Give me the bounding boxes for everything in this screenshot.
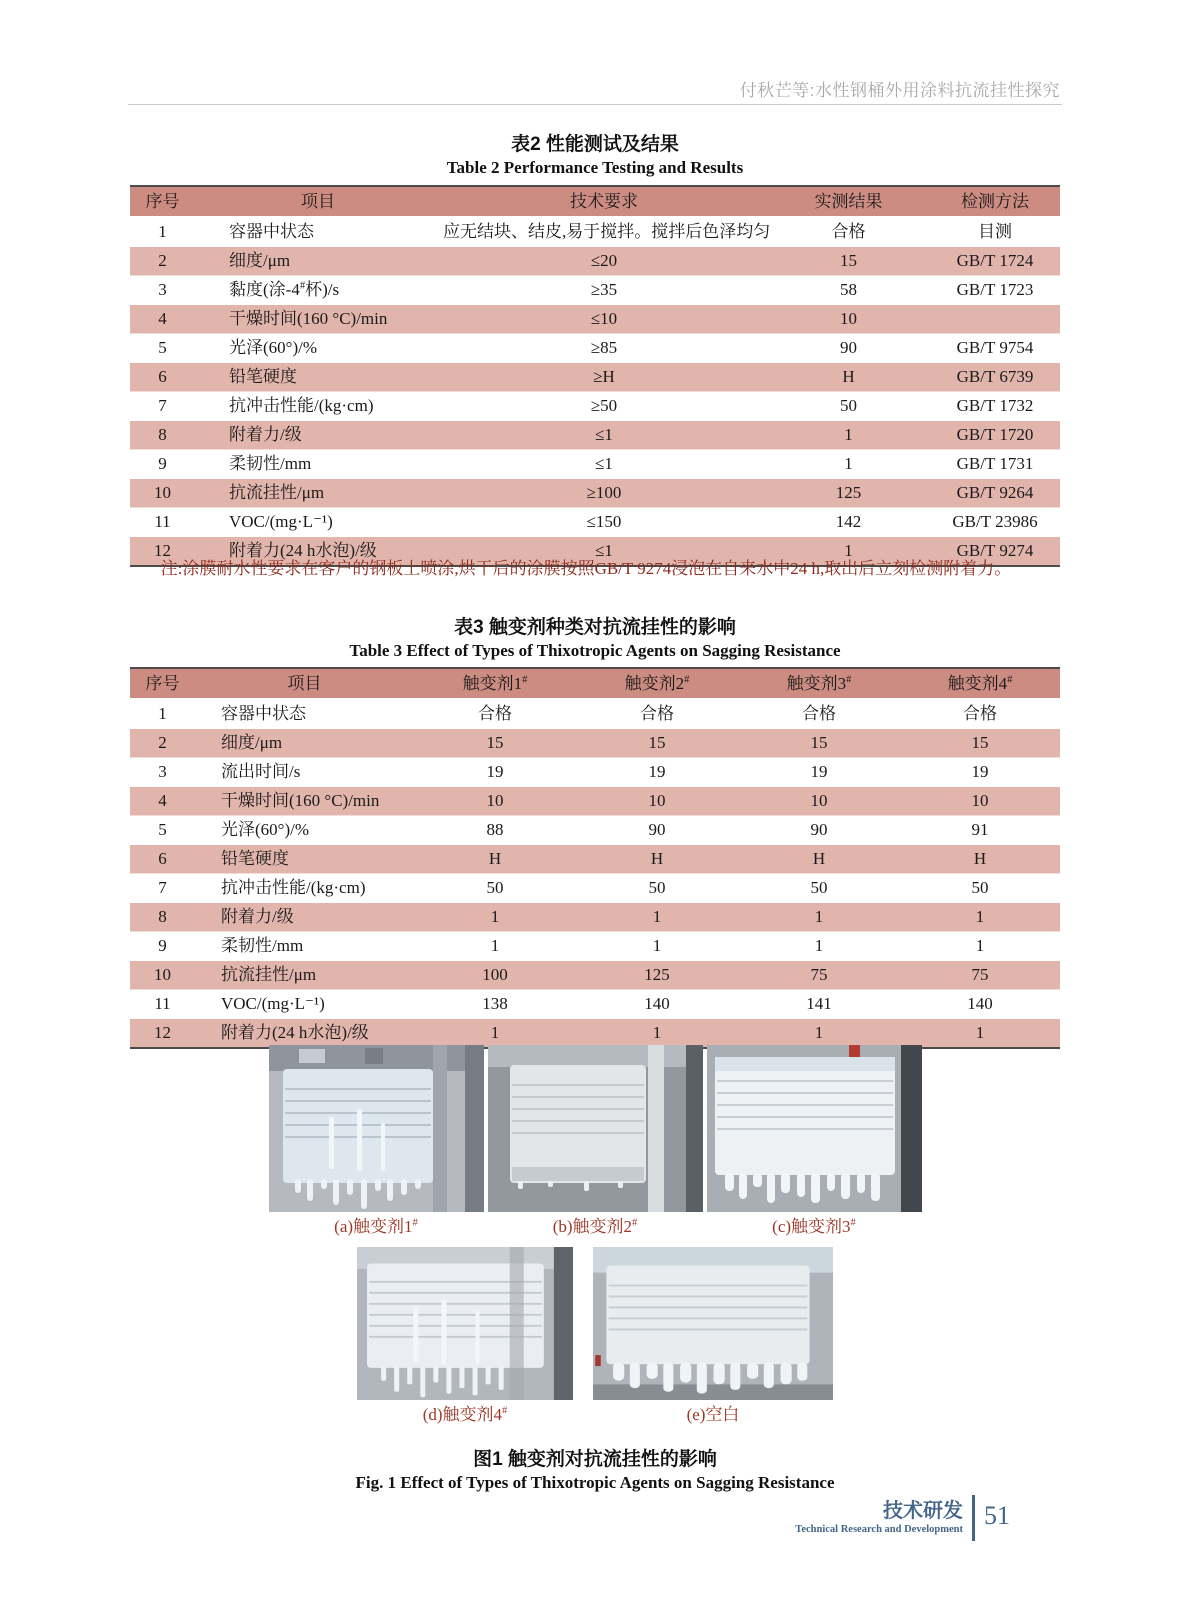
table-cell: 1 <box>490 936 500 955</box>
table-cell: 1 <box>844 425 853 444</box>
table2 <box>130 185 1060 567</box>
table-cell: VOC/(mg·L⁻¹) <box>229 512 333 531</box>
table-cell: 10 <box>154 965 171 984</box>
table-cell: 合格 <box>640 704 674 723</box>
table-cell: 3 <box>158 762 167 781</box>
table-cell: 10 <box>154 483 171 502</box>
table-cell: 1 <box>814 936 824 955</box>
column-header: 技术要求 <box>441 186 767 217</box>
table-cell: ≤150 <box>586 512 622 531</box>
table-cell: 5 <box>158 338 167 357</box>
table-cell: 合格 <box>831 222 866 241</box>
column-header: 检测方法 <box>930 186 1060 217</box>
table-cell: 1 <box>975 907 985 926</box>
column-header: 项目 <box>195 668 414 699</box>
table-cell: 58 <box>840 280 857 299</box>
page-footer <box>130 1495 1010 1541</box>
table-cell: ≤1 <box>595 454 613 473</box>
table-cell: 1 <box>652 1023 662 1042</box>
table-cell: VOC/(mg·L⁻¹) <box>221 994 325 1013</box>
footer-divider-bar <box>972 1495 975 1541</box>
page-number: 51 <box>984 1501 1010 1530</box>
table-row <box>130 845 1060 874</box>
table-cell: 抗冲击性能/(kg·cm) <box>221 878 366 897</box>
running-head: 付秋芒等:水性钢桶外用涂料抗流挂性探究 <box>739 81 1060 100</box>
table-cell: 黏度(涂-4#杯)/s <box>229 280 340 299</box>
table-cell: H <box>650 849 664 868</box>
table-cell: 1 <box>490 1023 500 1042</box>
table-cell: 干燥时间(160 °C)/min <box>221 791 380 810</box>
table-cell: 19 <box>971 762 989 781</box>
table-cell: 50 <box>648 878 666 897</box>
caption-a: (a)触变剂1# <box>334 1217 418 1236</box>
column-header: 项目 <box>195 186 441 217</box>
table-cell: GB/T 1720 <box>956 425 1034 444</box>
table-cell: 1 <box>844 541 853 560</box>
table-cell: 合格 <box>963 704 997 723</box>
footer-section-cn: 技术研发 <box>883 1500 963 1522</box>
table-row <box>130 758 1060 787</box>
table-row <box>130 903 1060 932</box>
table-cell: 7 <box>158 396 167 415</box>
table-cell: 1 <box>490 907 500 926</box>
table-cell: 19 <box>810 762 828 781</box>
table-row <box>130 247 1060 276</box>
column-header: 序号 <box>130 668 195 699</box>
table-cell: 干燥时间(160 °C)/min <box>229 309 388 328</box>
table-cell: 50 <box>810 878 828 897</box>
table-cell: 1 <box>814 1023 824 1042</box>
table-cell: 7 <box>158 878 167 897</box>
table-cell: GB/T 1724 <box>956 251 1034 270</box>
photo-card-c <box>707 1045 922 1238</box>
table-cell: 125 <box>835 483 862 502</box>
table-cell: 柔韧性/mm <box>229 454 312 473</box>
table-cell: 10 <box>648 791 666 810</box>
table-cell: ≥35 <box>590 280 618 299</box>
table-cell: 细度/μm <box>229 251 291 270</box>
table-cell: 12 <box>154 541 171 560</box>
table-cell: 50 <box>486 878 504 897</box>
table-cell: 11 <box>154 994 171 1013</box>
table-cell: 125 <box>644 965 670 984</box>
figure1-row1 <box>130 1045 1060 1238</box>
table-cell: 10 <box>840 309 857 328</box>
table-row <box>130 392 1060 421</box>
table-cell: GB/T 9754 <box>956 338 1034 357</box>
table-cell: 容器中状态 <box>229 222 314 241</box>
table-cell: 90 <box>648 820 666 839</box>
photo-blank-control <box>593 1247 833 1400</box>
table-cell: 10 <box>810 791 828 810</box>
table-cell: 90 <box>810 820 828 839</box>
table-cell: 1 <box>814 907 824 926</box>
column-header: 触变剂1# <box>414 668 576 699</box>
table-row <box>130 276 1060 305</box>
column-header: 实测结果 <box>767 186 930 217</box>
table-cell: H <box>973 849 987 868</box>
photo-card-d <box>357 1247 573 1426</box>
table-cell: 5 <box>158 820 167 839</box>
table-cell: 8 <box>158 425 167 444</box>
table-cell: 10 <box>486 791 504 810</box>
table-cell: 应无结块、结皮,易于搅拌。搅拌后色泽均匀 <box>443 222 771 241</box>
table3-header-row <box>130 668 1060 699</box>
table-cell: 细度/μm <box>221 733 283 752</box>
table-row <box>130 450 1060 479</box>
table-cell: 1 <box>975 936 985 955</box>
table-cell: 1 <box>975 1023 985 1042</box>
table-cell: 100 <box>482 965 508 984</box>
footer-section <box>795 1499 963 1537</box>
table-cell: 141 <box>806 994 832 1013</box>
table-cell: 142 <box>835 512 862 531</box>
table-cell: 50 <box>840 396 857 415</box>
table-cell: ≥100 <box>586 483 622 502</box>
table-cell: ≥50 <box>590 396 618 415</box>
table-row <box>130 363 1060 392</box>
table-cell: 19 <box>486 762 504 781</box>
column-header: 触变剂3# <box>738 668 900 699</box>
table-row <box>130 1019 1060 1049</box>
table-cell: 6 <box>158 367 167 386</box>
table-row <box>130 508 1060 537</box>
table-cell: 91 <box>971 820 989 839</box>
photo-card-e <box>593 1247 833 1426</box>
figure1-title-cn: 图1 触变剂对抗流挂性的影响 <box>473 1449 717 1470</box>
table-row <box>130 479 1060 508</box>
table-cell: 柔韧性/mm <box>221 936 304 955</box>
table-row <box>130 421 1060 450</box>
table-cell: 附着力(24 h水泡)/级 <box>229 541 377 560</box>
table-cell: 合格 <box>478 704 512 723</box>
table-cell: 15 <box>648 733 666 752</box>
table-cell: 9 <box>158 936 167 955</box>
table3-title-en: Table 3 Effect of Types of Thixotropic Agents on Sagging Resistance <box>349 641 841 660</box>
table-row <box>130 787 1060 816</box>
table-cell: GB/T 9264 <box>956 483 1034 502</box>
table-cell: H <box>812 849 826 868</box>
table-cell: 15 <box>971 733 989 752</box>
table-row <box>130 699 1060 729</box>
photo-thixotropic-agent-2 <box>488 1045 703 1212</box>
table-cell: 10 <box>971 791 989 810</box>
table-cell: 140 <box>967 994 993 1013</box>
table-cell: 附着力/级 <box>229 425 302 444</box>
table-cell: 12 <box>154 1023 171 1042</box>
table-cell: 抗冲击性能/(kg·cm) <box>229 396 374 415</box>
table-row <box>130 217 1060 247</box>
column-header: 触变剂4# <box>900 668 1060 699</box>
table-cell: 4 <box>158 791 167 810</box>
table-cell: 88 <box>486 820 504 839</box>
table-cell: 11 <box>154 512 171 531</box>
table-cell: 1 <box>158 704 167 723</box>
table-cell: 1 <box>844 454 853 473</box>
table-cell: ≤1 <box>595 541 613 560</box>
table-cell: 目测 <box>978 222 1012 241</box>
table-row <box>130 874 1060 903</box>
table2-note: 注:涂膜耐水性要求在客户的钢板上喷涂,烘干后的涂膜按照GB/T 9274浸泡在自来水中24 h,取出后立刻检测附着力。 <box>160 559 1012 578</box>
photo-thixotropic-agent-3 <box>707 1045 922 1212</box>
table-cell: 光泽(60°)/% <box>221 820 310 839</box>
column-header: 序号 <box>130 186 195 217</box>
table-cell: 6 <box>158 849 167 868</box>
table-row <box>130 305 1060 334</box>
table-row <box>130 816 1060 845</box>
table-cell: 75 <box>810 965 828 984</box>
table-cell: 附着力/级 <box>221 907 294 926</box>
table-cell: ≥H <box>593 367 615 386</box>
caption-e: (e)空白 <box>686 1405 740 1424</box>
table-cell: 15 <box>840 251 857 270</box>
table-cell: 75 <box>971 965 989 984</box>
table-cell: 15 <box>486 733 504 752</box>
table-cell: 铅笔硬度 <box>221 849 289 868</box>
photo-thixotropic-agent-1 <box>269 1045 484 1212</box>
table-row <box>130 932 1060 961</box>
header-divider <box>128 104 1062 105</box>
table-cell: 2 <box>158 251 167 270</box>
table-cell: H <box>488 849 502 868</box>
table-cell: ≤10 <box>590 309 618 328</box>
table-cell: ≤1 <box>595 425 613 444</box>
table-cell: ≥85 <box>590 338 618 357</box>
table-cell <box>930 305 1060 334</box>
table-cell: 流出时间/s <box>221 762 301 781</box>
table2-title-cn: 表2 性能测试及结果 <box>511 134 679 155</box>
figure1-title-en: Fig. 1 Effect of Types of Thixotropic Agents on Sagging Resistance <box>355 1473 835 1492</box>
table-cell: 9 <box>158 454 167 473</box>
table-row <box>130 729 1060 758</box>
table-cell: GB/T 6739 <box>956 367 1034 386</box>
table-cell: 铅笔硬度 <box>229 367 297 386</box>
table-cell: 光泽(60°)/% <box>229 338 318 357</box>
table-cell: 138 <box>482 994 508 1013</box>
figure1-row2 <box>130 1247 1060 1426</box>
table-cell: 140 <box>644 994 670 1013</box>
table-cell: GB/T 9274 <box>956 541 1034 560</box>
table3-title-cn: 表3 触变剂种类对抗流挂性的影响 <box>454 617 736 638</box>
table-cell: 4 <box>158 309 167 328</box>
table-cell: H <box>842 367 855 386</box>
caption-d: (d)触变剂4# <box>422 1405 508 1424</box>
table-cell: ≤20 <box>590 251 618 270</box>
table-cell: 抗流挂性/μm <box>229 483 325 502</box>
table-cell: GB/T 1723 <box>956 280 1034 299</box>
caption-b: (b)触变剂2# <box>552 1217 638 1236</box>
table-cell: 2 <box>158 733 167 752</box>
table-cell: GB/T 1732 <box>956 396 1034 415</box>
table-cell: 3 <box>158 280 167 299</box>
photo-card-b <box>488 1045 703 1238</box>
table-cell: 50 <box>971 878 989 897</box>
table-cell: 合格 <box>802 704 836 723</box>
table-cell: 90 <box>840 338 857 357</box>
table-cell: GB/T 23986 <box>952 512 1038 531</box>
photo-thixotropic-agent-4 <box>357 1247 573 1400</box>
table-cell: 1 <box>158 222 167 241</box>
caption-c: (c)触变剂3# <box>772 1217 856 1236</box>
table-cell: 抗流挂性/μm <box>221 965 317 984</box>
table-row <box>130 334 1060 363</box>
table2-header-row <box>130 186 1060 217</box>
column-header: 触变剂2# <box>576 668 738 699</box>
table-cell: 附着力(24 h水泡)/级 <box>221 1023 369 1042</box>
table-cell: 容器中状态 <box>221 704 306 723</box>
table3 <box>130 667 1060 1049</box>
photo-card-a <box>269 1045 484 1238</box>
table-cell: 15 <box>810 733 828 752</box>
table-cell: 1 <box>652 907 662 926</box>
footer-section-en: Technical Research and Development <box>795 1524 963 1535</box>
table-cell: GB/T 1731 <box>956 454 1034 473</box>
table2-title-en: Table 2 Performance Testing and Results <box>446 158 744 177</box>
table-cell: 8 <box>158 907 167 926</box>
table-cell: 19 <box>648 762 666 781</box>
table-cell: 1 <box>652 936 662 955</box>
table-row <box>130 990 1060 1019</box>
table-row <box>130 961 1060 990</box>
